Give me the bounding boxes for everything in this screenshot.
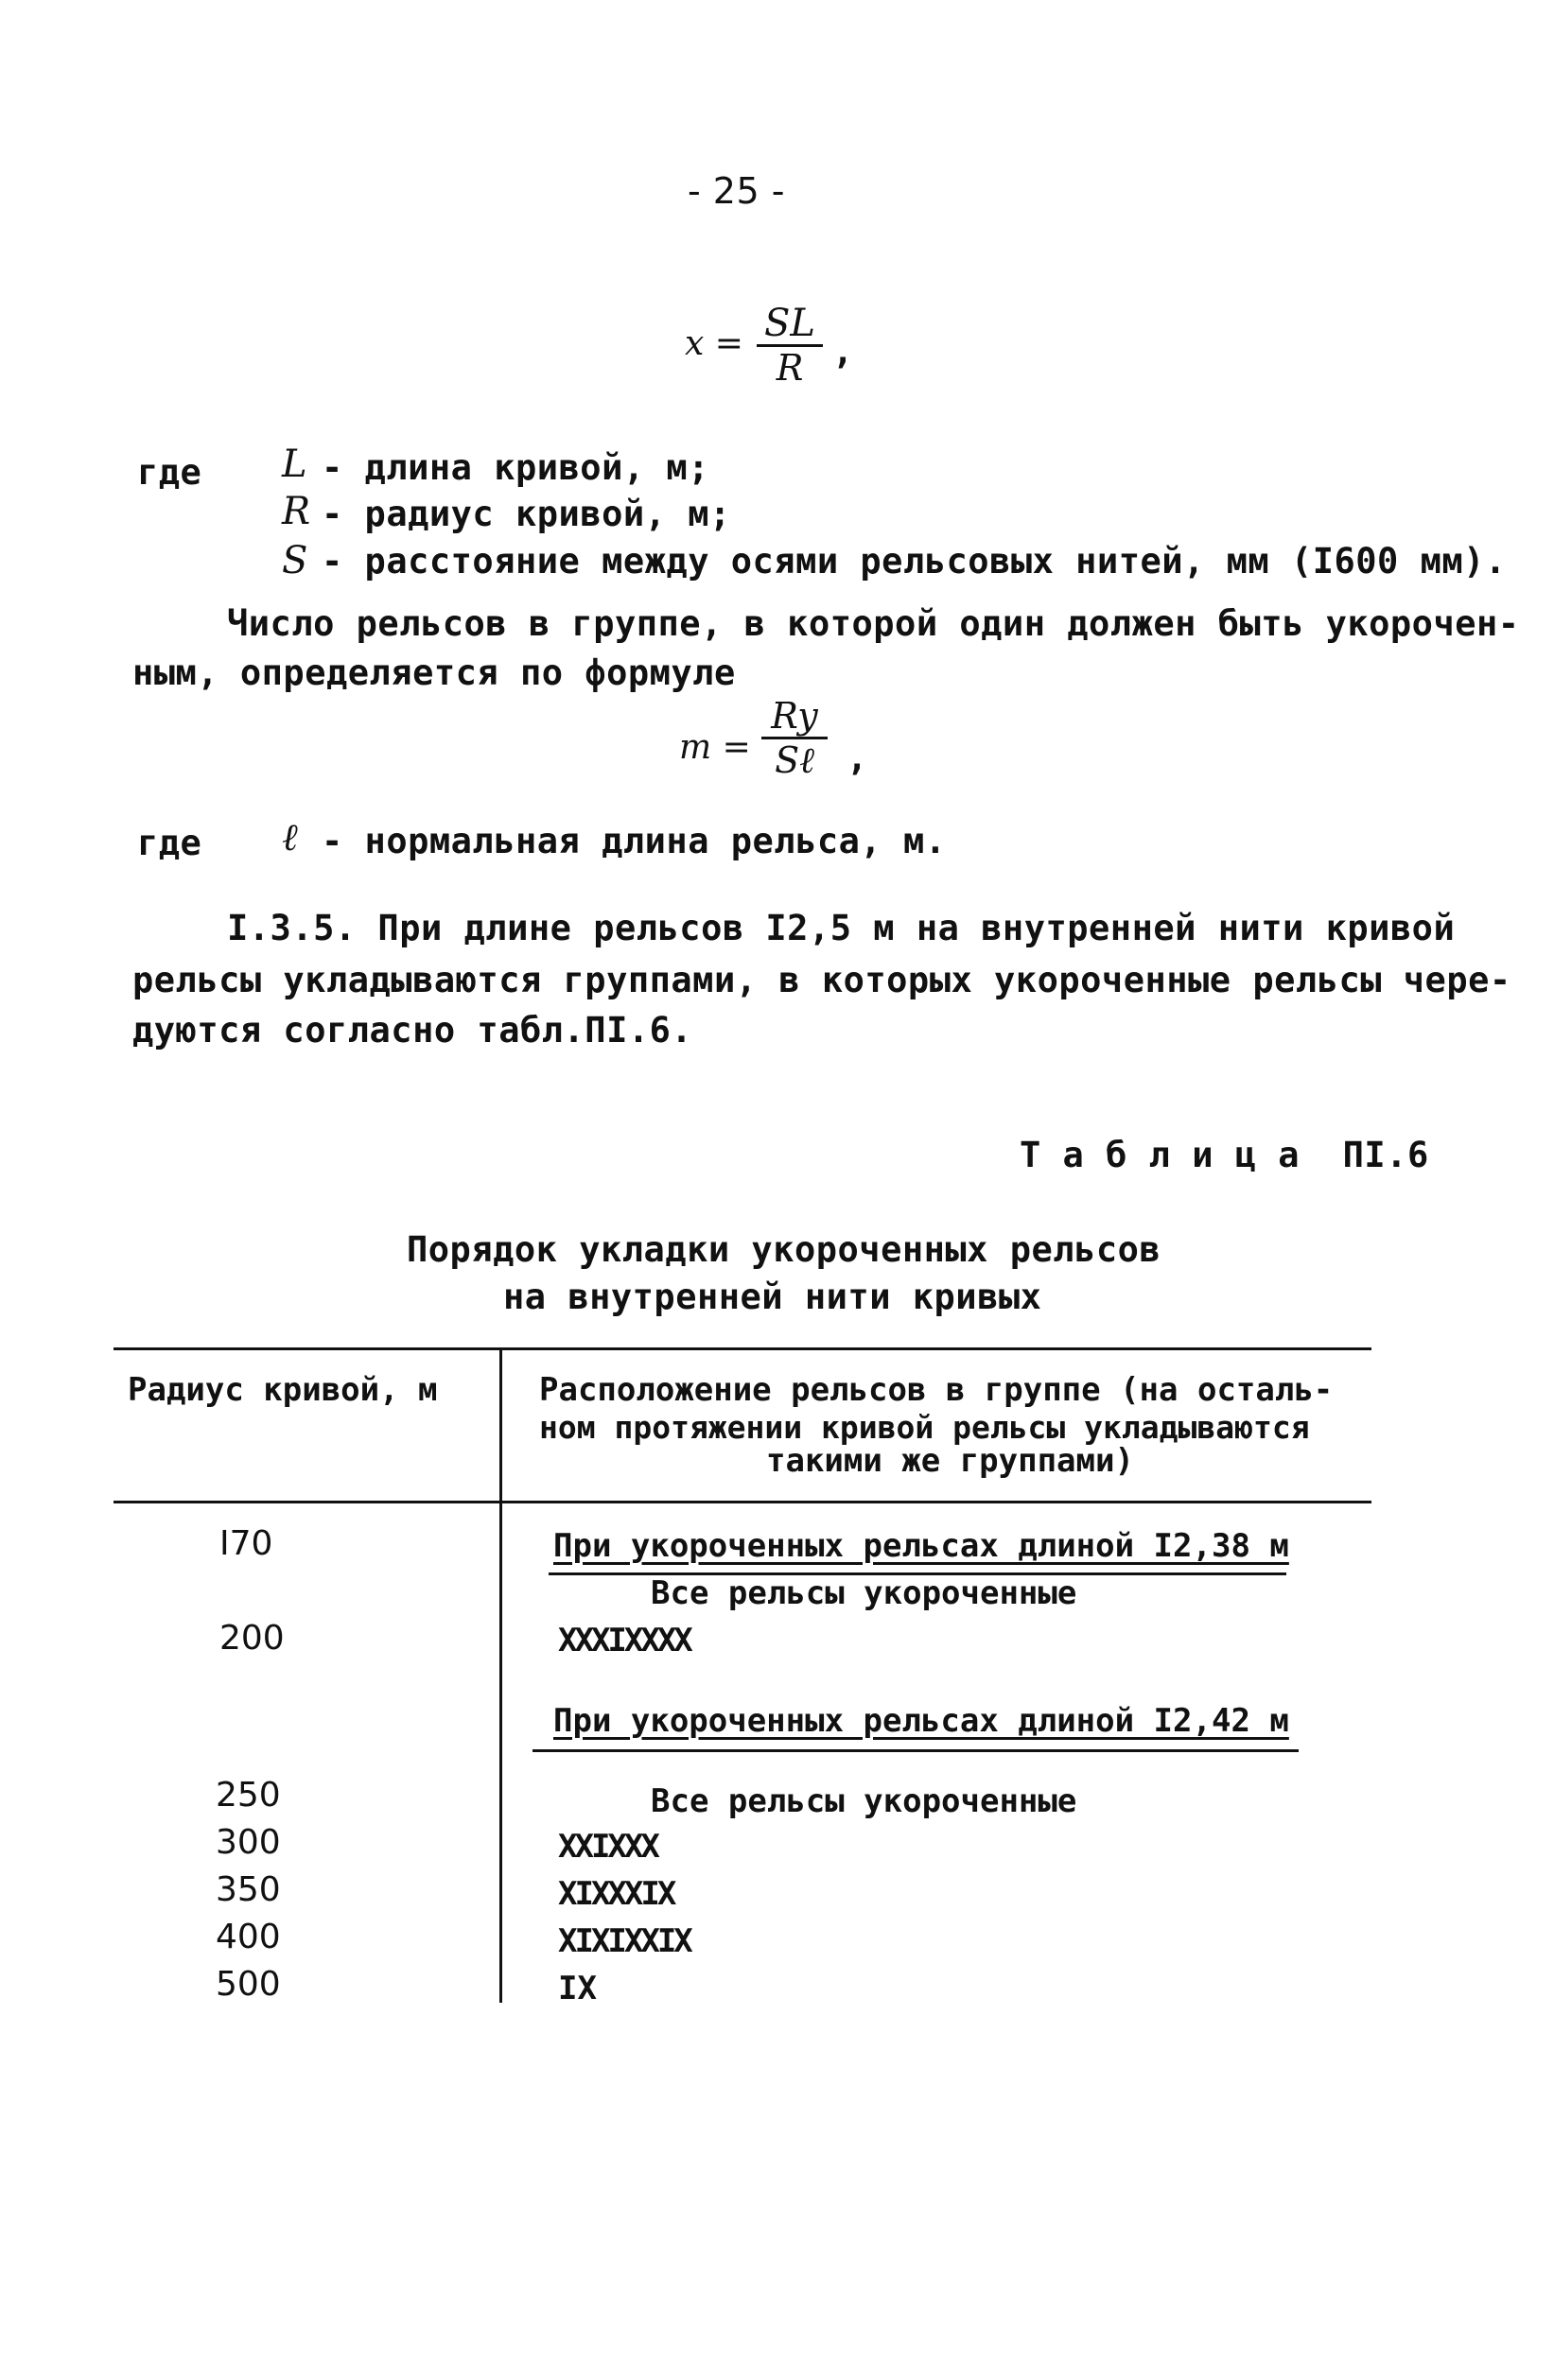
para2-line3: дуются согласно табл.ПI.6. bbox=[132, 1010, 693, 1051]
para2-line2: рельсы укладываются группами, в которых укороченные рельсы чере- bbox=[132, 960, 1511, 1000]
row-radius-400: 400 bbox=[216, 1918, 281, 1956]
row-radius-300: 300 bbox=[216, 1823, 281, 1862]
row-pattern-300: XXIXXX bbox=[558, 1828, 657, 1866]
row-pattern-250: Все рельсы укороченные bbox=[651, 1782, 1077, 1820]
where1-text-R: - радиус кривой, м; bbox=[322, 494, 731, 534]
section1-title: При укороченных рельсах длиной I2,38 м bbox=[553, 1527, 1289, 1565]
table-title-line1: Порядок укладки укороченных рельсов bbox=[407, 1229, 1161, 1270]
formula2-comma: , bbox=[847, 738, 868, 778]
col2-header-line3: такими же группами) bbox=[766, 1442, 1134, 1480]
table-header-rule bbox=[113, 1501, 1371, 1503]
formula1-comma: , bbox=[832, 331, 854, 372]
row-pattern-500: IX bbox=[558, 1970, 597, 2007]
row-pattern-350: XIXXXIX bbox=[558, 1875, 674, 1913]
table-label: Т а б л и ц а ПI.6 bbox=[1020, 1135, 1429, 1175]
row-radius-350: 350 bbox=[216, 1870, 281, 1909]
col1-header: Радиус кривой, м bbox=[128, 1371, 438, 1409]
where1-sym-S: S bbox=[282, 539, 308, 582]
row-radius-500: 500 bbox=[216, 1965, 281, 2004]
formula1-lhs: x = bbox=[685, 324, 743, 363]
row-pattern-200: XXXIXXXX bbox=[558, 1622, 690, 1659]
where1-text-S: - расстояние между осями рельсовых нитей, мм (I600 мм). bbox=[322, 541, 1507, 582]
para2-line1: I.3.5. При длине рельсов I2,5 м на внутренней нити кривой bbox=[227, 908, 1456, 948]
formula2-denominator: Sℓ bbox=[775, 739, 814, 781]
table-top-rule bbox=[113, 1347, 1371, 1350]
formula2-numerator: Ry bbox=[771, 695, 818, 737]
para1-line2: ным, определяется по формуле bbox=[132, 652, 736, 693]
table-column-divider bbox=[499, 1347, 502, 2003]
where1-label: где bbox=[137, 452, 202, 493]
formula2-lhs: m = bbox=[679, 728, 751, 767]
where1-sym-R: R bbox=[282, 490, 311, 533]
table-title-line2: на внутренней нити кривых bbox=[503, 1277, 1042, 1317]
where2-label: где bbox=[137, 823, 202, 863]
row-radius-250: 250 bbox=[216, 1776, 281, 1815]
row-pattern-170: Все рельсы укороченные bbox=[651, 1574, 1077, 1612]
formula1-fraction bbox=[757, 303, 823, 389]
col2-header-line2: ном протяжении кривой рельсы укладываются bbox=[539, 1409, 1310, 1446]
formula1-numerator: SL bbox=[764, 302, 815, 345]
section2-title: При укороченных рельсах длиной I2,42 м bbox=[553, 1702, 1289, 1740]
formula1-denominator: R bbox=[776, 347, 804, 389]
para1-line1: Число рельсов в группе, в которой один должен быть укорочен- bbox=[227, 603, 1520, 644]
row-radius-170: I70 bbox=[219, 1524, 273, 1563]
where2-text: - нормальная длина рельса, м. bbox=[322, 821, 947, 861]
page-number: - 25 - bbox=[688, 170, 785, 212]
col2-header-line1: Расположение рельсов в группе (на осталь- bbox=[539, 1371, 1334, 1409]
formula2-fraction bbox=[761, 695, 828, 781]
section2-rule bbox=[533, 1749, 1299, 1752]
where2-sym: ℓ bbox=[282, 816, 298, 860]
row-radius-200: 200 bbox=[219, 1619, 285, 1658]
where1-text-L: - длина кривой, м; bbox=[322, 447, 709, 488]
row-pattern-400: XIXIXXIX bbox=[558, 1922, 690, 1960]
where1-sym-L: L bbox=[282, 443, 307, 486]
